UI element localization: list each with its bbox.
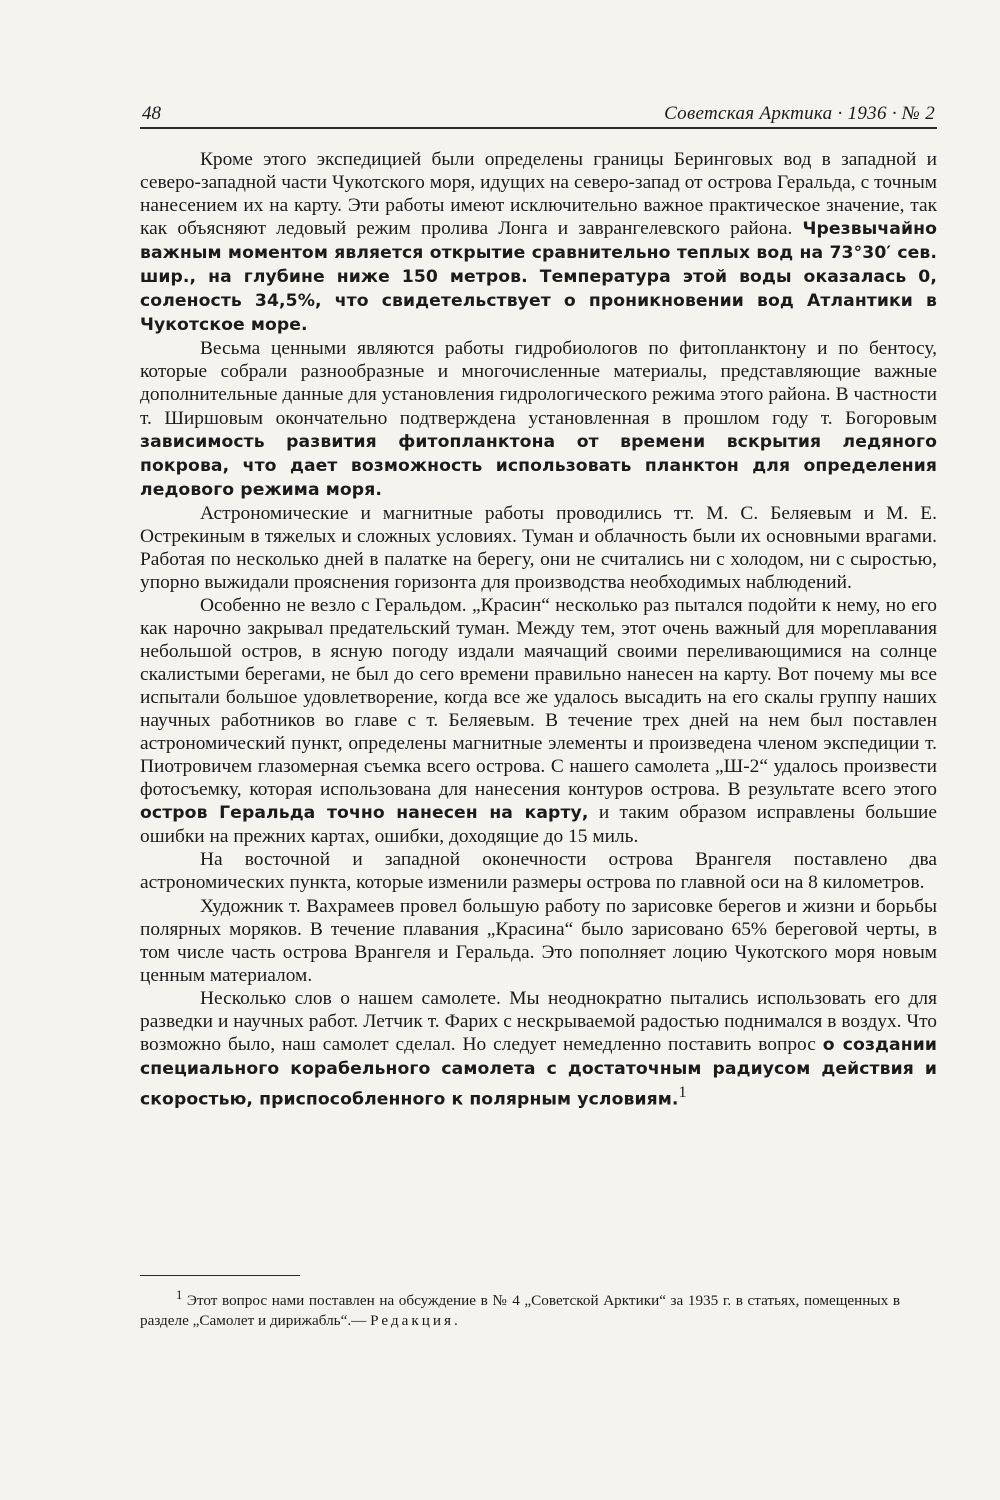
emphasis-text: Чрезвычайно важным моментом является открытие сравнительно теплых вод на 73°30′ сев. шир., на глубине ниже 150 метров. Температура этой воды оказалась 0, соленость 34,5%, что свидетельствует о проникновении вод Атлантики в Чукотское море. <box>140 219 937 336</box>
running-header <box>140 103 937 129</box>
emphasis-text: зависимость развития фитопланктона от времени вскрытия ледяного покрова, что дает возможность использовать планктон для определения ледового режима моря. <box>140 431 937 500</box>
running-title: Советская Арктика · 1936 · № 2 <box>664 103 935 124</box>
footnote-text: Этот вопрос нами поставлен на обсуждение в № 4 „Советской Арктики“ за 1935 г. в статьях, помещенных в разделе „Самолет и дирижабль“.— <box>140 1292 900 1330</box>
emphasis-text: остров Геральда точно нанесен на карту, <box>140 803 589 824</box>
paragraph: Весьма ценными являются работы гидробиологов по фитопланктону и по бентосу, которые собрали разнообразные и многочисленные материалы, представляющие важные дополнительные данные для установления гидрологического режима этого района. В частности т. Ширшовым окончательно подтверждена установленная в прошлом году т. Богоровым зависимость развития фитопланктона от времени вскрытия ледяного покрова, что дает возможность использовать планктон для определения ледового режима моря. <box>140 338 937 500</box>
footnote <box>140 1285 900 1331</box>
footnote-ref: 1 <box>678 1083 687 1101</box>
footnote-marker: 1 <box>176 1288 183 1302</box>
emphasis-text: о создании специального корабельного самолета с достаточным радиусом действия и скоростью, приспособленного к полярным условиям. <box>140 1034 937 1110</box>
paragraph: Астрономические и магнитные работы проводились тт. М. С. Беляевым и М. Е. Острекиным в тяжелых и сложных условиях. Туман и облачность были их основными врагами. Работая по несколько дней в палатке на берегу, они не считались ни с холодом, ни с сыростью, упорно выжидали прояснения горизонта для производства необходимых наблюдений. <box>140 502 937 593</box>
article-body <box>140 148 937 1111</box>
paragraph: Особенно не везло с Геральдом. „Красин“ несколько раз пытался подойти к нему, но его как нарочно закрывал предательский туман. Между тем, этот очень важный для мореплавания небольшой остров, в ясную погоду издали маячащий своими переливающимися на солнце скалистыми берегами, не был до сего времени правильно нанесен на карту. Вот почему мы все испытали большое удовлетворение, когда все же удалось высадить на его скалы группу наших научных работников во главе с т. Беляевым. В течение трех дней на нем был поставлен астрономический пункт, определены магнитные элементы и произведена членом экспедиции т. Пиотровичем глазомерная съемка всего острова. С нашего самолета „Ш-2“ удалось произвести фотосъемку, которая использована для нанесения контуров острова. В результате всего этого остров Геральда точно нанесен на карту, и таким образом исправлены большие ошибки на прежних картах, ошибки, доходящие до 15 миль. <box>140 594 937 848</box>
footnote-signature: Редакция. <box>370 1312 461 1330</box>
paragraph: Кроме этого экспедицией были определены границы Беринговых вод в западной и северо-западной части Чукотского моря, идущих на северо-запад от острова Геральда, с точным нанесением их на карту. Эти работы имеют исключительно важное практическое значение, так как объясняют ледовый режим пролива Лонга и завpангелевского района. Чрезвычайно важным моментом является открытие сравнительно теплых вод на 73°30′ сев. шир., на глубине ниже 150 метров. Температура этой воды оказалась 0, соленость 34,5%, что свидетельствует о проникновении вод Атлантики в Чукотское море. <box>140 149 937 336</box>
footnote-divider <box>140 1275 300 1276</box>
page-number: 48 <box>142 103 161 124</box>
paragraph: На восточной и западной оконечности острова Врангеля поставлено два астрономических пункта, которые изменили размеры острова по главной оси на 8 километров. <box>140 849 937 894</box>
paragraph: Художник т. Вахрамеев провел большую работу по зарисовке берегов и жизни и борьбы полярных моряков. В течение плавания „Красина“ было зарисовано 65% береговой черты, в том числе часть острова Врангеля и Геральда. Это пополняет лоцию Чукотского моря новым ценным материалом. <box>140 895 937 986</box>
paragraph: Несколько слов о нашем самолете. Мы неоднократно пытались использовать его для разведки и научных работ. Летчик т. Фарих с нескрываемой радостью поднимался в воздух. Что возможно было, наш самолет сделал. Но следует немедленно поставить вопрос о создании специального корабельного самолета с достаточным радиусом действия и скоростью, приспособленного к полярным условиям.$^1$ <box>140 987 937 1110</box>
